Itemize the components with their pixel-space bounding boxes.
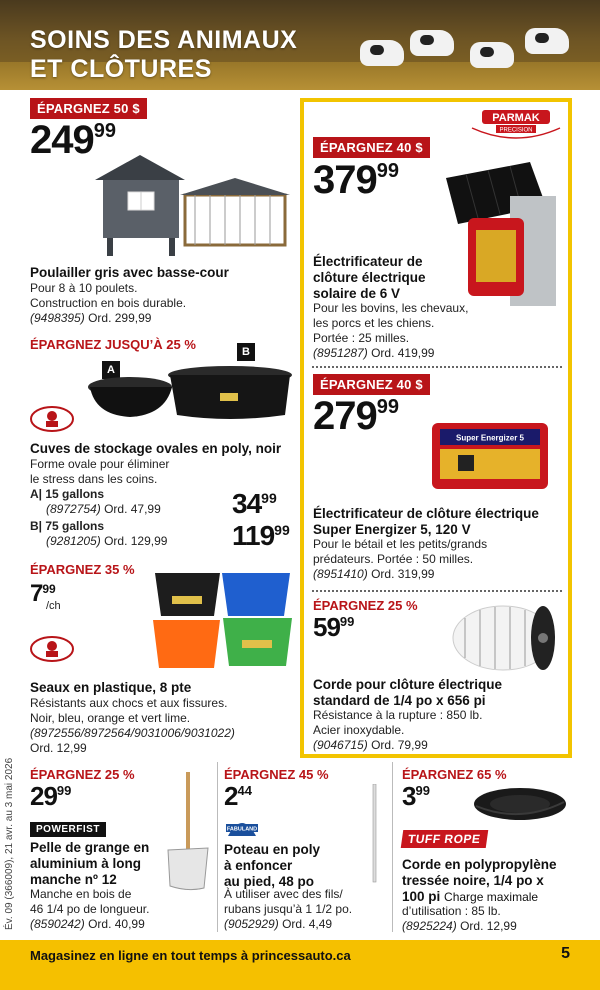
tubs-price-b: $119^{99}$	[232, 520, 290, 551]
rope-title: Corde pour clôture électrique standard de 1/4 po x 656 pi	[313, 677, 503, 708]
solar-description: Pour les bovins, les chevaux, les porcs et les chiens. Portée : 25 milles. (8951287) Ord. 419,99	[313, 301, 469, 360]
shovel-save-label: ÉPARGNEZ 25 %	[30, 767, 135, 782]
tag-b: B	[237, 343, 255, 361]
cow-image	[410, 30, 454, 56]
powerfist-logo: POWERFIST	[30, 822, 106, 837]
braided-rope-image	[470, 784, 570, 824]
solar-title: Électrificateur de clôture électrique solaire de 6 V	[313, 254, 426, 301]
page-number: 5	[561, 945, 570, 962]
energizer-description: Pour le bétail et les petits/grands prédateurs. Portée : 50 milles. (8951410) Ord. 319,99	[313, 537, 488, 581]
divider	[312, 590, 562, 592]
rope-price: $59^{99}$	[313, 612, 355, 642]
coop-price: $249^{99}$	[30, 118, 116, 162]
cow-image	[470, 42, 514, 68]
super-energizer-image	[428, 415, 553, 495]
polyrope-save-label: ÉPARGNEZ 65 %	[402, 767, 507, 782]
fence-wire-spool-image	[445, 598, 560, 678]
tubs-title: Cuves de stockage ovales en poly, noir	[30, 441, 282, 456]
polyrope-description: d’utilisation : 85 lb. (8925224) Ord. 12,99	[402, 904, 517, 933]
tubs-price-a: $34^{99}$	[232, 488, 277, 519]
little-giant-logo	[30, 406, 74, 437]
svg-text:PRECISION: PRECISION	[499, 127, 533, 134]
solar-price: $379^{99}$	[313, 158, 399, 202]
coop-save-badge: ÉPARGNEZ 50 $	[30, 98, 147, 119]
column-divider	[217, 762, 218, 932]
solar-energizer-image	[438, 158, 562, 308]
tubs-option-b: B| 75 gallons (9281205) Ord. 129,99	[30, 519, 168, 548]
page-title: SOINS DES ANIMAUX ET CLÔTURES	[30, 26, 298, 83]
buckets-save-label: ÉPARGNEZ 35 %	[30, 562, 135, 577]
edition-note: Év. 09 (366009), 21 avr. au 3 mai 2026	[4, 757, 15, 930]
post-title: Poteau en poly à enfoncer au pied, 48 po	[224, 842, 321, 889]
column-divider	[392, 762, 393, 932]
tubs-save-label: ÉPARGNEZ JUSQU’À 25 %	[30, 337, 196, 352]
fabuland-logo	[224, 810, 260, 845]
buckets-price: $7^{99}$	[30, 580, 56, 607]
fence-post-image	[368, 784, 382, 884]
coop-title: Poulailler gris avec basse-cour	[30, 265, 229, 280]
parmak-logo	[468, 108, 564, 149]
energizer-price: $279^{99}$	[313, 394, 399, 438]
cow-image	[360, 40, 404, 66]
coop-description: Pour 8 à 10 poulets. Construction en bois durable. (9498395) Ord. 299,99	[30, 281, 187, 325]
svg-text:FABULAND: FABULAND	[226, 826, 258, 833]
buckets-per-unit: /ch	[46, 600, 61, 612]
post-price: $2^{44}$	[224, 781, 252, 811]
buckets-image	[150, 568, 295, 673]
buckets-description: Résistants aux chocs et aux fissures. Noir, bleu, orange et vert lime. (8972556/8972564/9031006/9031022) Ord. 12,99	[30, 696, 235, 755]
tubs-option-a: A| 15 gallons (8972754) Ord. 47,99	[30, 487, 161, 516]
shovel-description: Manche en bois de 46 1/4 po de longueur. (8590242) Ord. 40,99	[30, 887, 150, 931]
polyrope-price: $3^{99}$	[402, 781, 430, 811]
oval-tubs-image	[85, 365, 295, 425]
tuff-rope-logo: TUFF ROPE	[402, 830, 487, 848]
cow-image	[525, 28, 569, 54]
solar-save-badge: ÉPARGNEZ 40 $	[313, 137, 430, 158]
divider	[312, 366, 562, 368]
energizer-title: Électrificateur de clôture électrique Super Energizer 5, 120 V	[313, 506, 539, 537]
footer-bar	[0, 940, 600, 990]
post-description: À utiliser avec des fils/ rubans jusqu’à 1 1/2 po. (9052929) Ord. 4,49	[224, 887, 353, 931]
tag-a: A	[102, 361, 120, 379]
footer-link[interactable]: Magasinez en ligne en tout temps à princessauto.ca	[30, 948, 351, 963]
chicken-coop-image	[85, 150, 295, 260]
rope-save-label: ÉPARGNEZ 25 %	[313, 598, 418, 613]
little-giant-logo	[30, 636, 74, 667]
svg-text:PARMAK: PARMAK	[492, 112, 540, 124]
energizer-save-badge: ÉPARGNEZ 40 $	[313, 374, 430, 395]
post-save-label: ÉPARGNEZ 45 %	[224, 767, 329, 782]
hero-banner	[0, 0, 600, 90]
svg-text:Super Energizer 5: Super Energizer 5	[455, 433, 525, 443]
tubs-description: Forme ovale pour éliminer le stress dans les coins.	[30, 457, 170, 486]
polyrope-title: Corde en polypropylène tressée noire, 1/4 po x 100 pi Charge maximale	[402, 857, 557, 904]
shovel-title: Pelle de grange en aluminium à long manche nº 12	[30, 840, 150, 887]
shovel-image	[160, 770, 215, 892]
shovel-price: $29^{99}$	[30, 781, 72, 811]
rope-description: Résistance à la rupture : 850 lb. Acier inoxydable. (9046715) Ord. 79,99	[313, 708, 483, 752]
buckets-title: Seaux en plastique, 8 pte	[30, 680, 192, 695]
